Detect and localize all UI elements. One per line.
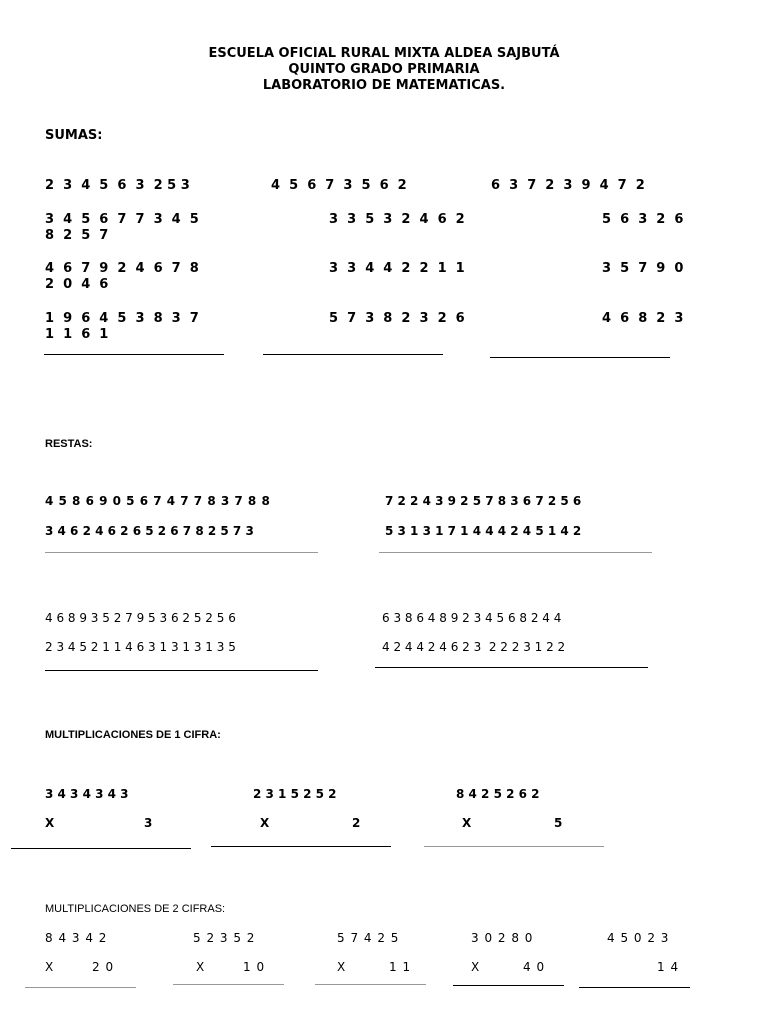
suma-row4-a: 1 9 6 4 5 3 8 3 7 xyxy=(45,311,199,326)
suma-row4-b: 5 7 3 8 2 3 2 6 xyxy=(329,311,465,326)
mult1-1-x: X xyxy=(45,816,55,830)
resta-3-top: 4 6 8 9 3 5 2 7 9 5 3 6 2 5 2 5 6 xyxy=(45,611,236,625)
suma-answer-line xyxy=(263,354,443,355)
mult1-2-factor: 2 xyxy=(352,816,361,830)
mult1-1-factor: 3 xyxy=(144,816,153,830)
resta-3-bottom: 2 3 4 5 2 1 1 4 6 3 1 3 1 3 1 3 5 xyxy=(45,640,236,654)
mult2-1-top: 8 4 3 4 2 xyxy=(45,931,107,945)
mult2-answer-line xyxy=(453,985,564,986)
mult2-answer-line xyxy=(173,984,284,985)
mult2-answer-line xyxy=(315,984,426,985)
resta-2-bottom: 5 3 1 3 1 7 1 4 4 4 2 4 5 1 4 2 xyxy=(385,524,582,538)
mult2-answer-line xyxy=(579,987,690,988)
suma-row3-b: 3 3 4 4 2 2 1 1 xyxy=(329,261,465,276)
suma-row2-b: 3 3 5 3 2 4 6 2 xyxy=(329,212,465,227)
resta-answer-line xyxy=(45,670,318,671)
resta-1-bottom: 3 4 6 2 4 6 2 6 5 2 6 7 8 2 5 7 3 xyxy=(45,524,254,538)
mult2-3-top: 5 7 4 2 5 xyxy=(337,931,399,945)
suma-row3-a: 4 6 7 9 2 4 6 7 8 xyxy=(45,261,199,276)
resta-answer-line xyxy=(45,552,318,553)
mult2-title: MULTIPLICACIONES DE 2 CIFRAS: xyxy=(45,903,226,915)
mult2-3-x: X xyxy=(337,960,346,974)
mult1-2-top: 2 3 1 5 2 5 2 xyxy=(253,787,337,801)
suma-answer-line xyxy=(44,354,224,355)
document-title: LABORATORIO DE MATEMATICAS. xyxy=(262,78,506,93)
mult2-2-factor: 1 0 xyxy=(243,960,265,974)
suma-row1-a: 2 3 4 5 6 3 2 5 3 xyxy=(45,178,190,193)
mult2-3-factor: 1 1 xyxy=(389,960,411,974)
mult2-4-factor: 4 0 xyxy=(523,960,545,974)
resta-1-top: 4 5 8 6 9 0 5 6 7 4 7 7 8 3 7 8 8 xyxy=(45,494,270,508)
suma-row4-c: 4 6 8 2 3 xyxy=(602,311,684,326)
suma-row1-c: 6 3 7 2 3 9 4 7 2 xyxy=(491,178,645,193)
suma-row2-c: 5 6 3 2 6 xyxy=(602,212,684,227)
mult2-5-top: 4 5 0 2 3 xyxy=(607,931,669,945)
suma-answer-line xyxy=(490,357,670,358)
suma-row1-b: 4 5 6 7 3 5 6 2 xyxy=(271,178,407,193)
school-name: ESCUELA OFICIAL RURAL MIXTA ALDEA SAJBUTÁ xyxy=(208,46,560,61)
mult1-1-top: 3 4 3 4 3 4 3 xyxy=(45,787,129,801)
sumas-title: SUMAS: xyxy=(45,128,103,143)
mult1-answer-line xyxy=(11,848,191,849)
mult1-answer-line xyxy=(424,846,604,847)
mult1-2-x: X xyxy=(260,816,270,830)
mult2-5-factor: 1 4 xyxy=(657,960,679,974)
suma-row4-wrap: 1 1 6 1 xyxy=(45,327,109,342)
mult1-3-factor: 5 xyxy=(554,816,563,830)
mult1-title: MULTIPLICACIONES DE 1 CIFRA: xyxy=(45,729,221,741)
suma-row2-a: 3 4 5 6 7 7 3 4 5 xyxy=(45,212,199,227)
resta-4-bottom: 4 2 4 4 2 4 6 2 3 2 2 2 3 1 2 2 xyxy=(382,640,566,654)
mult2-2-top: 5 2 3 5 2 xyxy=(193,931,255,945)
mult2-4-top: 3 0 2 8 0 xyxy=(471,931,533,945)
mult2-4-x: X xyxy=(471,960,480,974)
mult2-1-x: X xyxy=(45,960,54,974)
suma-row3-c: 3 5 7 9 0 xyxy=(602,261,684,276)
grade-label: QUINTO GRADO PRIMARIA xyxy=(288,62,480,77)
resta-answer-line xyxy=(379,552,652,553)
mult1-answer-line xyxy=(211,846,391,847)
restas-title: RESTAS: xyxy=(45,438,93,450)
mult2-answer-line xyxy=(25,987,136,988)
suma-row2-wrap: 8 2 5 7 xyxy=(45,228,109,243)
mult1-3-x: X xyxy=(462,816,472,830)
mult2-1-factor: 2 0 xyxy=(92,960,114,974)
resta-4-top: 6 3 8 6 4 8 9 2 3 4 5 6 8 2 4 4 xyxy=(382,611,562,625)
mult1-3-top: 8 4 2 5 2 6 2 xyxy=(456,787,540,801)
resta-answer-line xyxy=(375,667,648,668)
resta-2-top: 7 2 2 4 3 9 2 5 7 8 3 6 7 2 5 6 xyxy=(385,494,582,508)
suma-row3-wrap: 2 0 4 6 xyxy=(45,277,109,292)
mult2-2-x: X xyxy=(196,960,205,974)
